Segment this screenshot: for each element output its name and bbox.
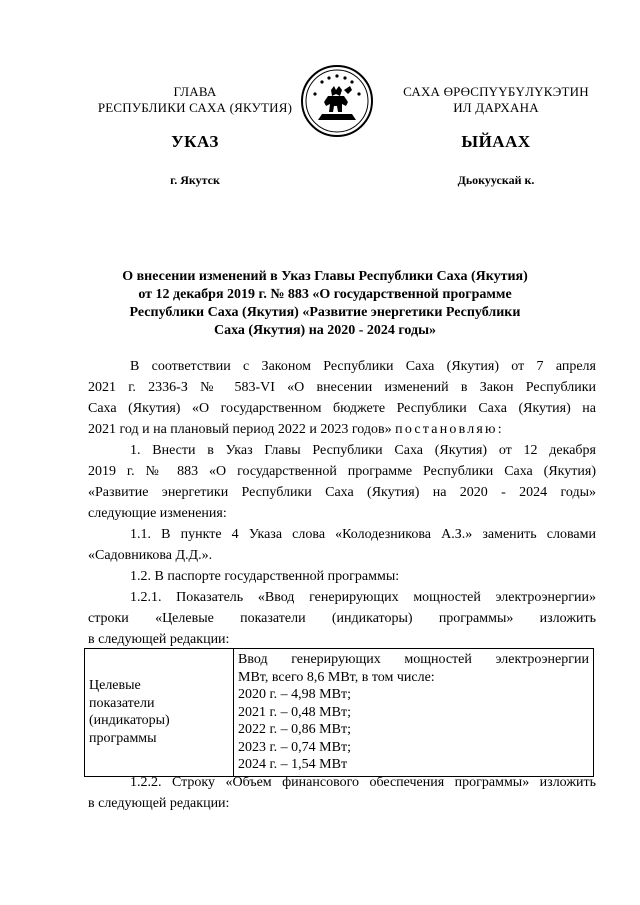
- doc-type-right: ЫЙААХ: [461, 132, 531, 151]
- table-label-line: Целевые: [89, 678, 141, 694]
- table-value-line: Ввод генерирующих мощностей электроэнергии: [238, 652, 589, 667]
- table-value-line: МВт, всего 8,6 МВт, в том числе:: [238, 669, 435, 685]
- indicators-table: [84, 648, 594, 777]
- paragraph-line: в следующей редакции:: [88, 632, 230, 647]
- title-line: от 12 декабря 2019 г. № 883 «О государственной программе: [138, 287, 512, 302]
- paragraph-line: 1.1. В пункте 4 Указа слова «Колодезникова А.З.» заменить словами: [130, 527, 596, 542]
- table-year-line: 2020 г. – 4,98 МВт;: [238, 687, 351, 702]
- paragraph-line: в следующей редакции:: [88, 796, 230, 811]
- title-line: Республики Саха (Якутия) «Развитие энергетики Республики: [129, 305, 521, 320]
- city-right: Дьокуускай к.: [457, 173, 535, 187]
- table-year-line: 2023 г. – 0,74 МВт;: [238, 739, 351, 755]
- header-left-line2: РЕСПУБЛИКИ САХА (ЯКУТИЯ): [97, 100, 293, 115]
- paragraph-text: 2021 год и на плановый период 2022 и 2023 годов»: [88, 422, 392, 437]
- document-title: [60, 268, 590, 340]
- title-line: Саха (Якутия) на 2020 - 2024 годы»: [213, 323, 437, 338]
- table-label-line: программы: [89, 730, 157, 746]
- paragraph-line: [88, 419, 596, 440]
- table-year-line: 2024 г. – 1,54 МВт: [238, 757, 348, 772]
- decree-word: постановляю:: [395, 422, 504, 437]
- coat-of-arms-emblem: [300, 64, 374, 138]
- paragraph-line: В соответствии с Законом Республики Саха (Якутия) от 7 апреля: [130, 359, 596, 374]
- table-label-line: показатели: [89, 695, 155, 711]
- table-label-line: (индикаторы): [89, 713, 170, 729]
- paragraph-line: «Развитие энергетики Республики Саха (Якутия) на 2020 - 2024 годы»: [88, 485, 596, 500]
- table-value-cell: [234, 649, 594, 777]
- header-right: [376, 84, 616, 116]
- paragraph-line: 2019 г. № 883 «О государственной программе Республики Саха (Якутия): [88, 464, 596, 479]
- table-row: [85, 649, 594, 777]
- table-label-cell: [85, 649, 234, 777]
- paragraph-line: 1.2. В паспорте государственной программы:: [130, 569, 400, 584]
- document-body-continued: [88, 772, 596, 814]
- paragraph-line: 2021 г. 2336-З № 583-VI «О внесении изменений в Закон Республики: [88, 380, 596, 395]
- paragraph-line: «Садовникова Д.Д.».: [88, 548, 213, 563]
- doc-type-left: УКАЗ: [171, 132, 219, 151]
- paragraph-line: Саха (Якутия) «О государственном бюджете Республики Саха (Якутия) на: [88, 401, 596, 416]
- header-right-line1: САХА ӨРӨСПҮҮБҮЛҮКЭТИН: [403, 84, 589, 99]
- paragraph-line: 1.2.1. Показатель «Ввод генерирующих мощностей электроэнергии»: [130, 590, 596, 605]
- header-left: [80, 84, 310, 116]
- title-line: О внесении изменений в Указ Главы Республики Саха (Якутия): [122, 269, 528, 284]
- paragraph-line: строки «Целевые показатели (индикаторы) программы» изложить: [88, 611, 596, 626]
- header-right-line2: ИЛ ДАРХАНА: [453, 100, 539, 115]
- city-left: г. Якутск: [170, 173, 220, 187]
- paragraph-line: следующие изменения:: [88, 506, 227, 521]
- table-year-line: 2022 г. – 0,86 МВт;: [238, 722, 351, 737]
- header-left-line1: ГЛАВА: [173, 84, 217, 99]
- paragraph-line: 1. Внести в Указ Главы Республики Саха (Якутия) от 12 декабря: [130, 443, 596, 458]
- paragraph-line: 1.2.2. Строку «Объем финансового обеспечения программы» изложить: [130, 775, 596, 790]
- document-body: [88, 356, 596, 650]
- table-year-line: 2021 г. – 0,48 МВт;: [238, 704, 351, 720]
